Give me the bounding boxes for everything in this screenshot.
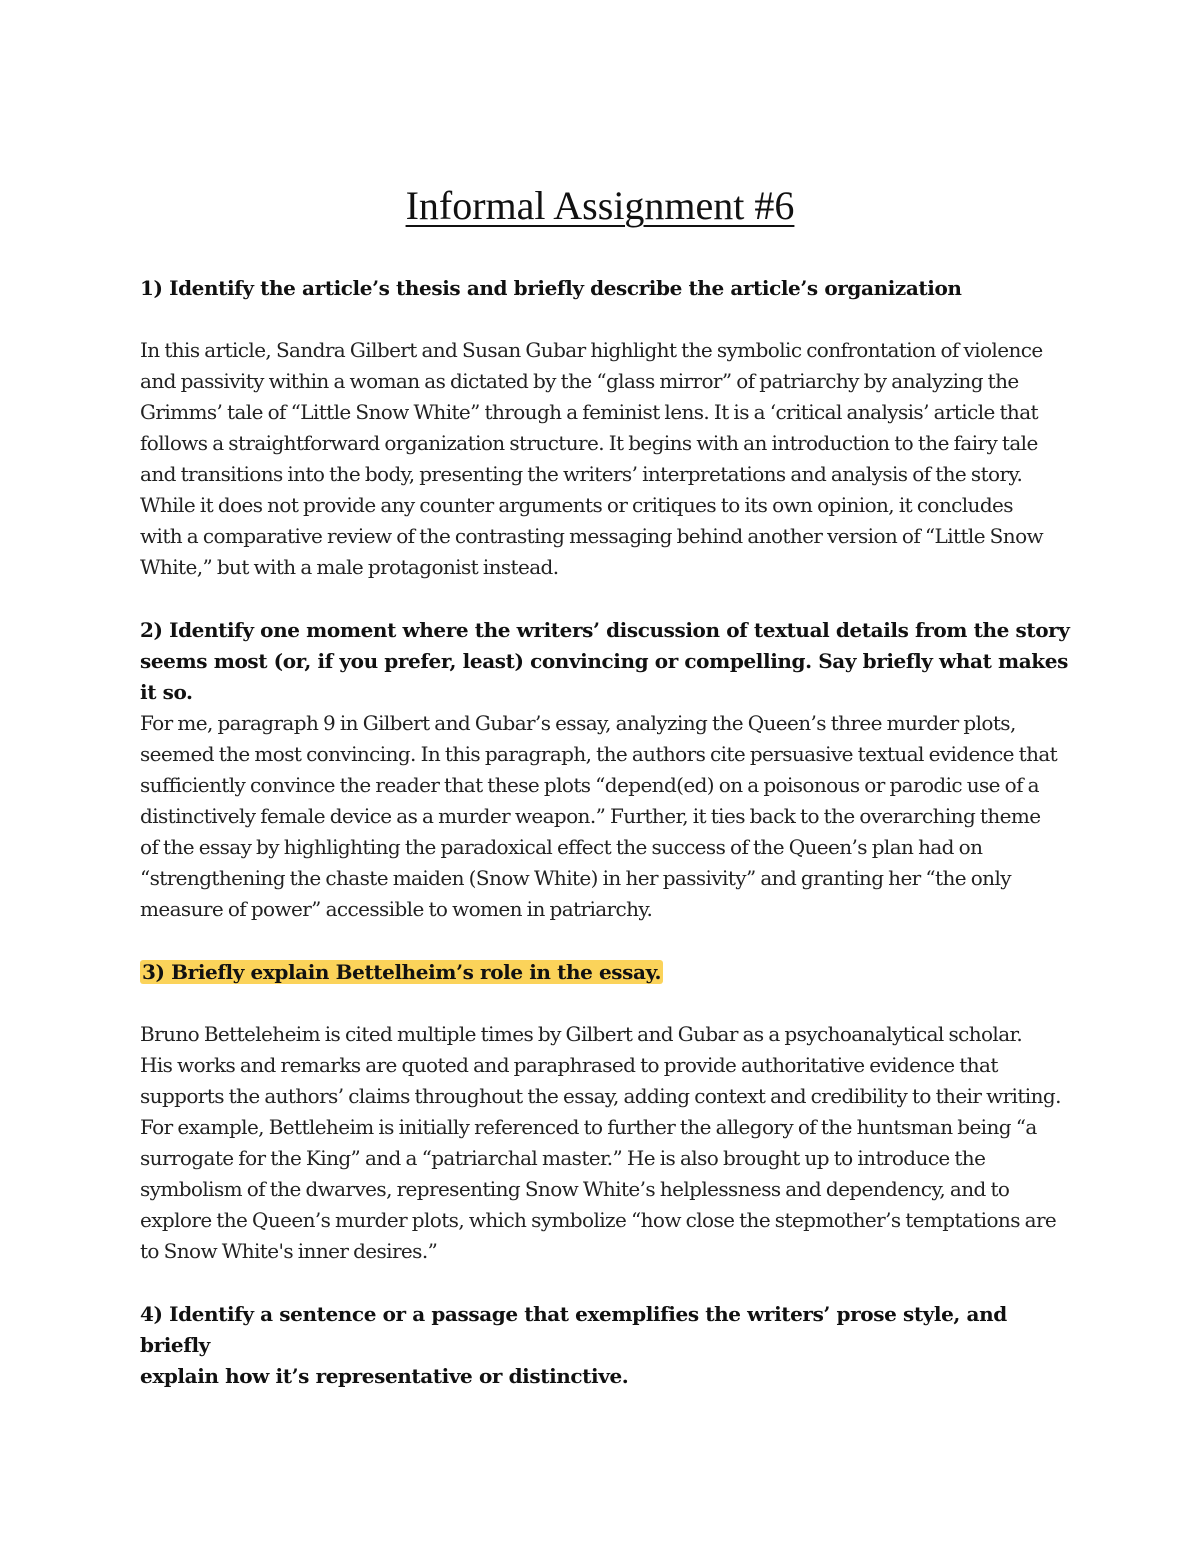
question-2: 2) Identify one moment where the writers’ discussion of textual details from the story seems most (or, if you prefer, least) convincing or compelling. Say briefly what makes it so. [140, 618, 1070, 704]
answer-2: For me, paragraph 9 in Gilbert and Gubar’s essay, analyzing the Queen’s three murder plots, seemed the most convincing. In this paragraph, the authors cite persuasive textual evidence that sufficiently convince the reader that these plots “depend(ed) on a poisonous or parodic use of a distinctively female device as a murder weapon.” Further, it ties back to the overarching theme of the essay by highlighting the paradoxical effect the success of the Queen’s plan had on “strengthening the chaste maiden (Snow White) in her passivity” and granting her “the only measure of power” accessible to women in patriarchy. [140, 711, 1058, 921]
question-1: 1) Identify the article’s thesis and briefly describe the article’s organization [140, 276, 962, 300]
question-3-text: Briefly explain Bettelheim’s role in the essay. [171, 960, 662, 984]
question-4: 4) Identify a sentence or a passage that exemplifies the writers’ prose style, and briefly explain how it’s representative or distinctive. [140, 1302, 1007, 1388]
answer-1: In this article, Sandra Gilbert and Susan Gubar highlight the symbolic confrontation of violence and passivity within a woman as dictated by the “glass mirror” of patriarchy by analyzing the Grimms’ tale of “Little Snow White” through a feminist lens. It is a ‘critical analysis’ article that follows a straightforward organization structure. It begins with an introduction to the fairy tale and transitions into the body, presenting the writers’ interpretations and analysis of the story. While it does not provide any counter arguments or critiques to its own opinion, it concludes with a comparative review of the contrasting messaging behind another version of “Little Snow White,” but with a male protagonist instead. [140, 338, 1044, 579]
page-title [0, 180, 1200, 232]
answer-3: Bruno Betteleheim is cited multiple times by Gilbert and Gubar as a psychoanalytical scholar. His works and remarks are quoted and paraphrased to provide authoritative evidence that supports the authors’ claims throughout the essay, adding context and credibility to their writing. For example, Bettleheim is initially referenced to further the allegory of the huntsman being “a surrogate for the King” and a “patriarchal master.” He is also brought up to introduce the symbolism of the dwarves, representing Snow White’s helplessness and dependency, and to explore the Queen’s murder plots, which symbolize “how close the stepmother’s temptations are to Snow White's inner desires.” [140, 1022, 1061, 1263]
question-3 [140, 957, 1070, 988]
title-text: Informal Assignment #6 [405, 183, 795, 228]
question-3-highlight [140, 960, 663, 984]
question-3-number: 3) [142, 960, 165, 984]
